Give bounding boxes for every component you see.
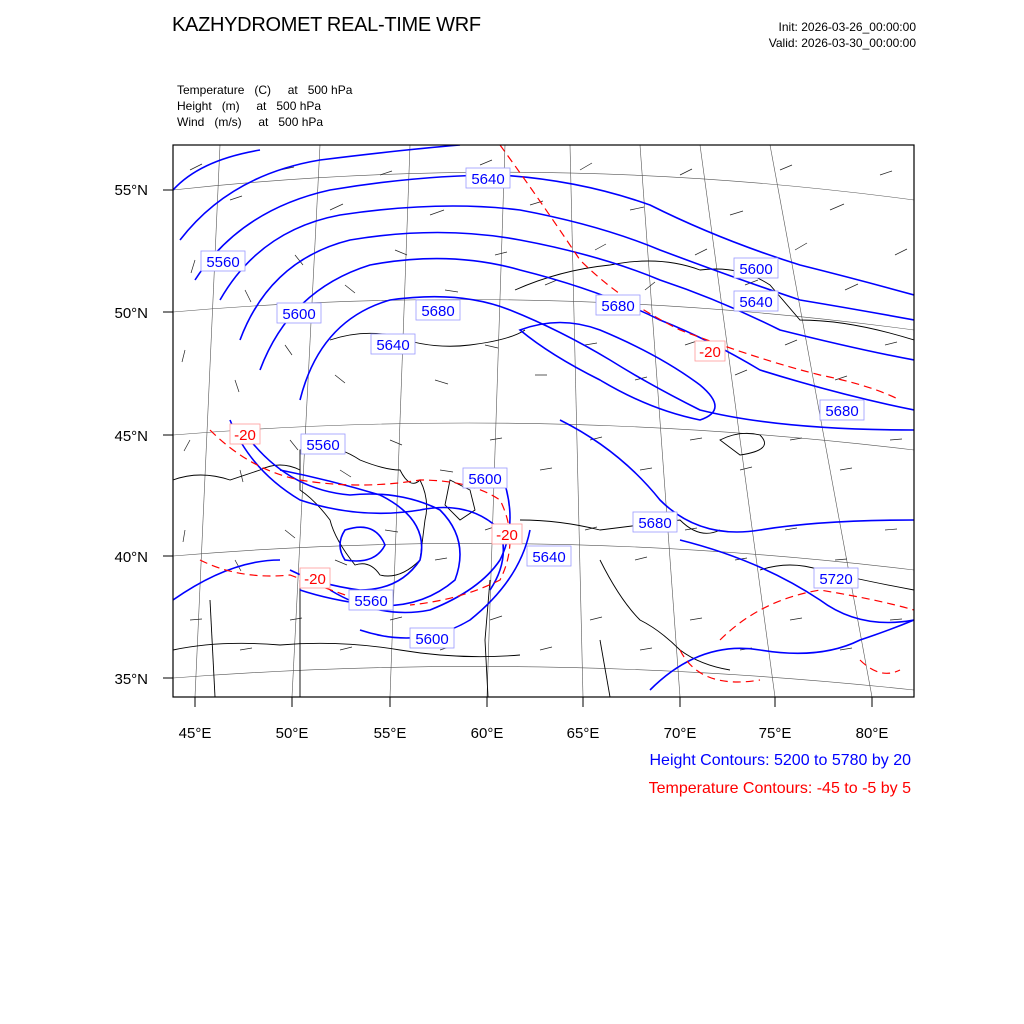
height-label — [277, 303, 321, 323]
init-time: Init: 2026-03-26_00:00:00 — [778, 20, 916, 34]
lat-label-35: 35°N — [114, 671, 148, 688]
temperature-label — [695, 341, 725, 361]
lon-label-80: 80°E — [855, 725, 889, 742]
lat-label-50: 50°N — [114, 305, 148, 322]
height-label — [734, 291, 778, 311]
height-label — [301, 434, 345, 454]
lon-label-45: 45°E — [178, 725, 212, 742]
legend-height: Height Contours: 5200 to 5780 by 20 — [649, 752, 911, 769]
lon-label-60: 60°E — [470, 725, 504, 742]
temperature-label — [300, 568, 330, 588]
svg-text:5680: 5680 — [638, 515, 672, 532]
height-label — [463, 468, 507, 488]
svg-text:5560: 5560 — [354, 593, 388, 610]
lat-labels — [114, 182, 148, 688]
height-contours — [173, 145, 914, 690]
temperature-contours — [200, 145, 914, 682]
valid-time: Valid: 2026-03-30_00:00:00 — [768, 36, 916, 50]
svg-text:5600: 5600 — [468, 471, 502, 488]
height-label — [527, 546, 571, 566]
svg-text:5680: 5680 — [825, 403, 859, 420]
height-label — [820, 400, 864, 420]
svg-text:5720: 5720 — [819, 571, 853, 588]
height-label — [633, 512, 677, 532]
field-temperature: Temperature (C) at 500 hPa — [177, 83, 353, 97]
boundaries — [173, 261, 914, 697]
height-label — [416, 300, 460, 320]
svg-text:5600: 5600 — [739, 261, 773, 278]
svg-text:5640: 5640 — [471, 171, 505, 188]
lon-label-50: 50°E — [275, 725, 309, 742]
temperature-label — [230, 424, 260, 444]
lon-label-70: 70°E — [663, 725, 697, 742]
field-height: Height (m) at 500 hPa — [177, 99, 322, 113]
lon-label-75: 75°E — [758, 725, 792, 742]
lat-label-55: 55°N — [114, 182, 148, 199]
svg-text:5560: 5560 — [206, 254, 240, 271]
lat-label-40: 40°N — [114, 549, 148, 566]
height-label — [466, 168, 510, 188]
legend-temperature: Temperature Contours: -45 to -5 by 5 — [648, 780, 911, 797]
svg-text:5680: 5680 — [421, 303, 455, 320]
height-label — [371, 334, 415, 354]
svg-text:-20: -20 — [304, 571, 326, 588]
temperature-contour-labels — [230, 341, 725, 588]
map-frame — [173, 145, 914, 697]
graticule — [173, 145, 914, 697]
svg-text:5640: 5640 — [376, 337, 410, 354]
lon-label-65: 65°E — [566, 725, 600, 742]
svg-text:5680: 5680 — [601, 298, 635, 315]
svg-text:5640: 5640 — [532, 549, 566, 566]
svg-text:5600: 5600 — [282, 306, 316, 323]
height-label — [201, 251, 245, 271]
lon-labels — [179, 725, 889, 742]
lat-label-45: 45°N — [114, 428, 148, 445]
svg-text:5600: 5600 — [415, 631, 449, 648]
lon-label-55: 55°E — [373, 725, 407, 742]
height-label — [814, 568, 858, 588]
svg-text:-20: -20 — [699, 344, 721, 361]
height-label — [596, 295, 640, 315]
height-label — [734, 258, 778, 278]
svg-text:5640: 5640 — [739, 294, 773, 311]
temperature-label — [492, 524, 522, 544]
map-title: KAZHYDROMET REAL-TIME WRF — [172, 14, 481, 36]
svg-text:5560: 5560 — [306, 437, 340, 454]
wind-barbs — [182, 160, 907, 650]
svg-text:-20: -20 — [496, 527, 518, 544]
height-label — [349, 590, 393, 610]
svg-text:-20: -20 — [234, 427, 256, 444]
field-wind: Wind (m/s) at 500 hPa — [177, 115, 324, 129]
height-label — [410, 628, 454, 648]
